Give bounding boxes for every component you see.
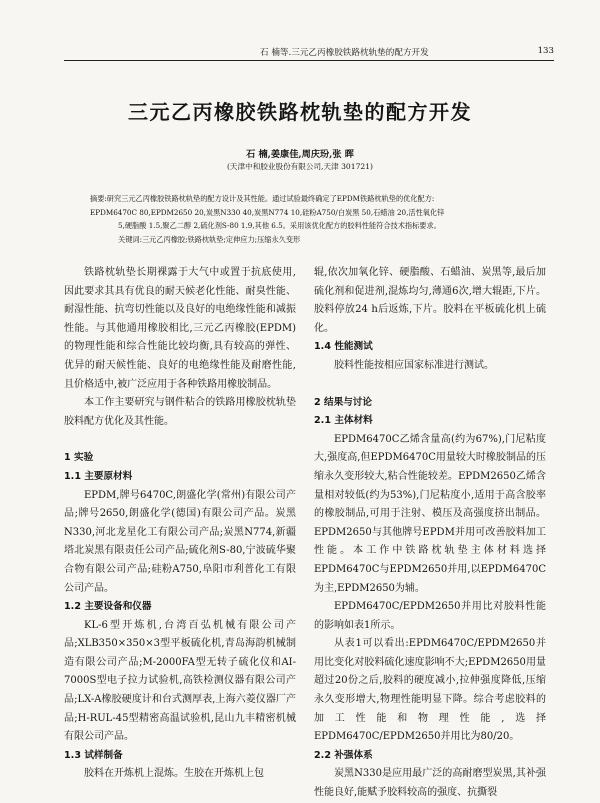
- body-paragraph: 辊,依次加氧化锌、硬脂酸、石蜡油、炭黑等,最后加硫化剂和促进剂,混炼均匀,薄通6次,增大辊距,下片。胶料停放24 h后返炼,下片。胶料在平板硫化机上硫化。: [314, 267, 546, 334]
- body-paragraph: 铁路枕轨垫长期裸露于大气中或置于抗底使用,因此要求其具有优良的耐天候老化性能、耐臭性能、耐湿性能、抗弯切性能以及良好的电绝缘性能和减振性能。与其他通用橡胶相比,三元乙丙橡胶(EPDM)的物理性能和综合性能比较均衡,具有较高的弹性、优异的耐天候性能、良好的电绝缘性能及耐磨性能,且价格适中,被广泛应用于各种铁路用橡胶制品。: [64, 267, 296, 390]
- paper-affiliation: (天津中和胶业股份有限公司,天津 301721): [226, 162, 374, 171]
- paper-title: 三元乙丙橡胶铁路枕轨垫的配方开发: [128, 100, 472, 124]
- left-column: [64, 264, 296, 784]
- section-heading: 2.2 补强体系: [314, 749, 373, 761]
- keywords-line: 关键词:三元乙丙橡胶;铁路枕轨垫;定伸应力;压缩永久变形: [118, 234, 301, 244]
- section-gap: [314, 376, 546, 394]
- section-gap: [64, 431, 296, 449]
- section-heading: 2.1 主体材料: [314, 415, 373, 427]
- section-heading: 1.2 主要设备和仪器: [64, 601, 152, 613]
- running-title: 石 楠等.三元乙丙橡胶铁路枕轨垫的配方开发: [260, 48, 429, 58]
- right-column: [314, 264, 546, 803]
- section-heading: 1 实验: [64, 452, 94, 464]
- body-paragraph: EPDM6470C/EPDM2650并用比对胶料性能的影响如表1所示。: [314, 601, 546, 631]
- body-paragraph: 炭黑N330是应用最广泛的高耐磨型炭黑,其补强性能良好,能赋予胶料较高的强度、抗撕裂: [314, 768, 546, 799]
- abstract-block: [90, 192, 522, 246]
- body-paragraph: 胶料在开炼机上混炼。生胶在开炼机上包: [84, 768, 264, 780]
- abstract-line: 摘要:研究三元乙丙橡胶铁路枕轨垫的配方设计及其性能。通过试验最终确定了EPDM铁路枕轨垫的优化配方:: [90, 194, 435, 203]
- body-paragraph: EPDM,牌号6470C,朗盛化学(常州)有限公司产品;牌号2650,朗盛化学(德国)有限公司产品。炭黑N330,河北龙星化工有限公司产品;炭黑N774,新疆塔北炭黑有限责任公司产品;硫化剂S-80,宁波硫华聚合物有限公司产品;硅粉A750,阜阳市利普化工有限公司产品。: [64, 489, 296, 594]
- body-paragraph: EPDM6470C乙烯含量高(约为67%),门尼粘度大,强度高,但EPDM6470C用量较大时橡胶制品的压缩永久变形较大,粘合性能较差。EPDM2650乙烯含量相对较低(约为53%),门尼粘度小,适用于高含胶率的橡胶制品,可用于注射、模压及高强度挤出制品。EPDM2650与其他牌号EPDM并用可改善胶料加工性能。本工作中铁路枕轨垫主体材料选择EPDM6470C与EPDM2650并用,以EPDM6470C为主,EPDM2650为辅。: [314, 433, 546, 594]
- page-number: 133: [537, 46, 554, 56]
- running-header: [64, 44, 554, 61]
- section-heading: 1.1 主要原材料: [64, 470, 133, 482]
- abstract-line: 5,硬脂酸 1.5,聚乙二醇 2,硫化剂S-80 1.9,其他 6.5。采用该优化配方的胶料性能符合技术指标要求。: [118, 221, 441, 230]
- body-paragraph: 本工作主要研究与钢件粘合的铁路用橡胶枕轨垫胶料配方优化及其性能。: [64, 397, 296, 427]
- paper-authors: 石 楠,姜康佳,周庆玢,张 晖: [246, 149, 354, 160]
- section-heading: 1.4 性能测试: [314, 341, 373, 353]
- section-heading: 1.3 试样制备: [64, 749, 123, 761]
- body-paragraph: 胶料性能按相应国家标准进行测试。: [334, 359, 494, 371]
- body-paragraph: 从表1可以看出:EPDM6470C/EPDM2650并用比变化对胶料硫化速度影响不大;EPDM2650用量超过20份之后,胶料的硬度减小,拉伸强度降低,压缩永久变形增大,物理性能明显下降。综合考虑胶料的加工性能和物理性能,选择EPDM6470C/EPDM2650并用比为80/20。: [314, 638, 546, 743]
- abstract-line: EPDM6470C 80,EPDM2650 20,炭黑N330 40,炭黑N774 10,硅粉A750/白炭黑 50,石蜡油 20,活性氧化锌: [90, 207, 445, 217]
- body-paragraph: KL-6型开炼机,台湾百弘机械有限公司产品;XLB350×350×3型平板硫化机,青岛海韵机械制造有限公司产品;M-2000FA型无转子硫化仪和AI-7000S型电子拉力试验机,高铁检测仪器有限公司产品;LX-A橡胶硬度计和台式测厚表,上海六菱仪器厂产品;H-RUL-45型精密高温试验机,昆山九丰精密机械有限公司产品。: [64, 619, 296, 743]
- section-heading: 2 结果与讨论: [314, 396, 372, 408]
